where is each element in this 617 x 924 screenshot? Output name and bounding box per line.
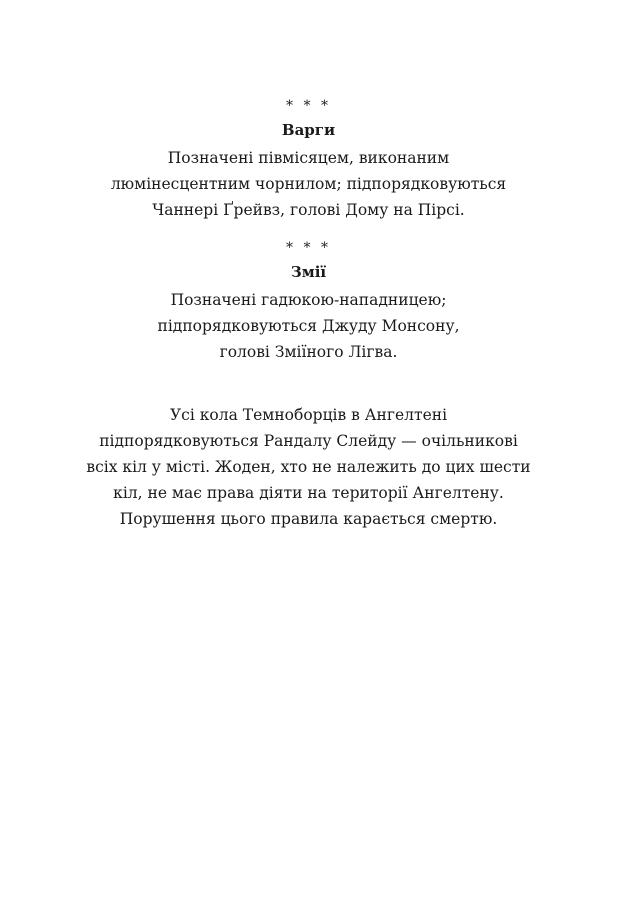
section-separator: * * * — [286, 98, 331, 114]
section-text — [0, 145, 617, 223]
text-line: кіл, не має права діяти на території Ангелтену. — [113, 484, 504, 502]
closing-text — [0, 402, 617, 532]
text-line: Порушення цього правила карається смертю. — [119, 510, 498, 528]
text-line: люмінесцентним чорнилом; підпорядковуються — [110, 175, 507, 193]
text-line: підпорядковуються Джуду Монсону, — [157, 317, 460, 335]
text-line: Чаннері Ґрейвз, голові Дому на Пірсі. — [152, 201, 465, 219]
text-line: підпорядковуються Рандалу Слейду — очільникові — [99, 432, 518, 450]
section-text — [0, 287, 617, 365]
section-vargy — [0, 97, 617, 223]
closing-paragraph — [0, 402, 617, 532]
text-line: Позначені гадюкою-нападницею; — [170, 291, 447, 309]
text-line: Позначені півмісяцем, виконаним — [167, 149, 450, 167]
text-line: всіх кіл у місті. Жоден, хто не належить до цих шести — [86, 458, 531, 476]
text-line: голові Зміїного Лігва. — [219, 343, 398, 361]
section-title: Варги — [281, 121, 336, 139]
text-line: Усі кола Темноборців в Ангелтені — [169, 406, 448, 424]
section-title: Змії — [290, 263, 327, 281]
section-zmii — [0, 239, 617, 365]
section-separator: * * * — [286, 240, 331, 256]
